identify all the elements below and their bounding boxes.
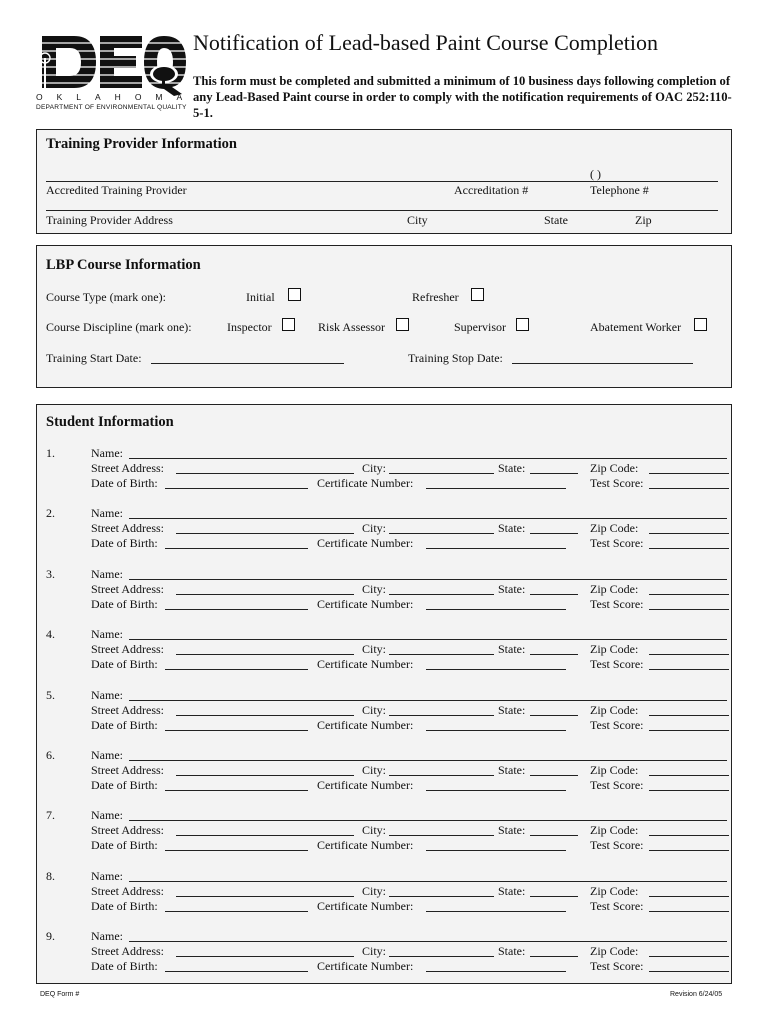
student-number: 5. [46, 687, 55, 702]
test-score-field[interactable] [649, 548, 729, 549]
student-info-section [36, 404, 732, 984]
certificate-number-field[interactable] [426, 609, 566, 610]
state-field[interactable] [530, 715, 578, 716]
test-score-field[interactable] [649, 790, 729, 791]
refresher-checkbox[interactable] [471, 288, 484, 301]
date-of-birth-field[interactable] [165, 850, 308, 851]
score-label: Test Score: [590, 838, 644, 853]
city-field[interactable] [389, 473, 494, 474]
city-field[interactable] [389, 775, 494, 776]
score-label: Test Score: [590, 657, 644, 672]
course-type-label: Course Type (mark one): [46, 290, 166, 304]
test-score-field[interactable] [649, 971, 729, 972]
form-number: DEQ Form # [40, 991, 80, 998]
date-of-birth-field[interactable] [165, 609, 308, 610]
student-number: 4. [46, 627, 55, 642]
zip-code-field[interactable] [649, 594, 729, 595]
state-label: State: [498, 642, 526, 657]
dob-label: Date of Birth: [91, 536, 158, 551]
zip-code-field[interactable] [649, 715, 729, 716]
street-address-field[interactable] [176, 896, 354, 897]
state-label: State: [498, 581, 526, 596]
city-field[interactable] [389, 594, 494, 595]
cert-label: Certificate Number: [317, 959, 414, 974]
training-stop-date-field[interactable] [512, 363, 693, 364]
street-label: Street Address: [91, 702, 164, 717]
city-label: City: [362, 883, 387, 898]
certificate-number-field[interactable] [426, 548, 566, 549]
state-field[interactable] [530, 533, 578, 534]
student-name-field[interactable] [129, 881, 727, 882]
cert-label: Certificate Number: [317, 838, 414, 853]
student-entry [37, 506, 731, 562]
state-label: State: [498, 521, 526, 536]
logo-department-name: DEPARTMENT OF ENVIRONMENTAL QUALITY [36, 104, 187, 111]
inspector-checkbox[interactable] [282, 318, 295, 331]
city-field[interactable] [389, 835, 494, 836]
cert-label: Certificate Number: [317, 476, 414, 490]
state-field[interactable] [530, 835, 578, 836]
score-label: Test Score: [590, 717, 644, 732]
date-of-birth-field[interactable] [165, 730, 308, 731]
certificate-number-field[interactable] [426, 488, 566, 489]
state-label: State: [498, 763, 526, 777]
student-number: 6. [46, 748, 55, 762]
certificate-number-field[interactable] [426, 911, 566, 912]
zip-label: Zip Code: [590, 521, 639, 536]
zip-label: Zip Code: [590, 763, 639, 777]
city-label: City: [362, 763, 387, 777]
score-label: Test Score: [590, 959, 644, 974]
date-of-birth-field[interactable] [165, 488, 308, 489]
student-name-field[interactable] [129, 518, 727, 519]
name-label: Name: [91, 506, 123, 521]
phone-area-code-paren: ( ) [590, 167, 601, 181]
date-of-birth-field[interactable] [165, 911, 308, 912]
training-stop-label: Training Stop Date: [408, 351, 503, 365]
student-name-field[interactable] [129, 941, 727, 942]
student-entry [37, 627, 731, 683]
risk-assessor-checkbox[interactable] [396, 318, 409, 331]
name-label: Name: [91, 627, 123, 642]
state-field[interactable] [530, 654, 578, 655]
street-address-field[interactable] [176, 473, 354, 474]
student-name-field[interactable] [129, 820, 727, 821]
dob-label: Date of Birth: [91, 838, 158, 853]
zip-code-field[interactable] [649, 956, 729, 957]
student-name-field[interactable] [129, 579, 727, 580]
abatement-worker-label: Abatement Worker [590, 320, 682, 334]
course-info-section [36, 245, 732, 388]
score-label: Test Score: [590, 778, 644, 792]
provider-city-label: City [407, 213, 428, 227]
street-address-field[interactable] [176, 835, 354, 836]
student-name-field[interactable] [129, 700, 727, 701]
test-score-field[interactable] [649, 488, 729, 489]
test-score-field[interactable] [649, 850, 729, 851]
dob-label: Date of Birth: [91, 596, 158, 611]
street-address-field[interactable] [176, 594, 354, 595]
student-entry [37, 446, 731, 502]
date-of-birth-field[interactable] [165, 669, 308, 670]
training-start-date-field[interactable] [151, 363, 344, 364]
dob-label: Date of Birth: [91, 717, 158, 732]
student-name-field[interactable] [129, 760, 727, 761]
city-field[interactable] [389, 956, 494, 957]
initial-checkbox[interactable] [288, 288, 301, 301]
certificate-number-field[interactable] [426, 669, 566, 670]
certificate-number-field[interactable] [426, 730, 566, 731]
date-of-birth-field[interactable] [165, 971, 308, 972]
initial-label: Initial [246, 290, 275, 304]
provider-line-1[interactable] [46, 181, 718, 182]
student-number: 3. [46, 566, 55, 581]
supervisor-label: Supervisor [454, 320, 506, 334]
student-number: 7. [46, 808, 55, 823]
zip-code-field[interactable] [649, 473, 729, 474]
city-field[interactable] [389, 533, 494, 534]
zip-label: Zip Code: [590, 581, 639, 596]
accredited-provider-label: Accredited Training Provider [46, 183, 187, 197]
telephone-label: Telephone # [590, 183, 649, 197]
dob-label: Date of Birth: [91, 657, 158, 672]
street-label: Street Address: [91, 763, 164, 777]
training-start-label: Training Start Date: [46, 351, 142, 365]
cert-label: Certificate Number: [317, 536, 414, 551]
zip-label: Zip Code: [590, 823, 639, 838]
street-label: Street Address: [91, 461, 164, 475]
student-number: 9. [46, 929, 55, 944]
zip-label: Zip Code: [590, 883, 639, 898]
street-label: Street Address: [91, 642, 164, 657]
provider-address-label: Training Provider Address [46, 213, 173, 227]
intro-text: This form must be completed and submitted a minimum of 10 business days following completion of any Lead-Based Paint course in order to comply with the notification requirements of OAC 252:110-5-1. [193, 74, 732, 120]
refresher-label: Refresher [412, 290, 459, 304]
street-address-field[interactable] [176, 533, 354, 534]
zip-code-field[interactable] [649, 835, 729, 836]
state-field[interactable] [530, 956, 578, 957]
page-title: Notification of Lead-based Paint Course Completion [193, 30, 658, 55]
street-address-field[interactable] [176, 654, 354, 655]
zip-code-field[interactable] [649, 533, 729, 534]
city-field[interactable] [389, 715, 494, 716]
street-label: Street Address: [91, 581, 164, 596]
certificate-number-field[interactable] [426, 971, 566, 972]
certificate-number-field[interactable] [426, 850, 566, 851]
state-field[interactable] [530, 896, 578, 897]
student-entry [37, 748, 731, 804]
cert-label: Certificate Number: [317, 657, 414, 672]
zip-label: Zip Code: [590, 461, 639, 475]
cert-label: Certificate Number: [317, 778, 414, 792]
name-label: Name: [91, 446, 123, 460]
date-of-birth-field[interactable] [165, 790, 308, 791]
dob-label: Date of Birth: [91, 959, 158, 974]
city-label: City: [362, 461, 387, 475]
city-field[interactable] [389, 654, 494, 655]
training-provider-section [36, 129, 732, 234]
student-number: 1. [46, 446, 55, 460]
test-score-field[interactable] [649, 911, 729, 912]
city-label: City: [362, 702, 387, 717]
supervisor-checkbox[interactable] [516, 318, 529, 331]
name-label: Name: [91, 808, 123, 823]
street-address-field[interactable] [176, 956, 354, 957]
score-label: Test Score: [590, 898, 644, 913]
date-of-birth-field[interactable] [165, 548, 308, 549]
zip-code-field[interactable] [649, 896, 729, 897]
zip-label: Zip Code: [590, 702, 639, 717]
cert-label: Certificate Number: [317, 596, 414, 611]
street-address-field[interactable] [176, 775, 354, 776]
student-entry [37, 929, 731, 985]
cert-label: Certificate Number: [317, 717, 414, 732]
revision-date: Revision 6/24/05 [670, 991, 723, 998]
certificate-number-field[interactable] [426, 790, 566, 791]
provider-line-2[interactable] [46, 210, 718, 211]
cert-label: Certificate Number: [317, 898, 414, 913]
city-label: City: [362, 944, 387, 959]
risk-assessor-label: Risk Assessor [318, 320, 386, 334]
score-label: Test Score: [590, 476, 644, 490]
name-label: Name: [91, 929, 123, 944]
logo-state-name: OKLAHOMA [36, 92, 197, 102]
student-name-field[interactable] [129, 458, 727, 459]
state-label: State: [498, 702, 526, 717]
test-score-field[interactable] [649, 669, 729, 670]
student-number: 8. [46, 868, 55, 883]
state-label: State: [498, 823, 526, 838]
abatement-worker-checkbox[interactable] [694, 318, 707, 331]
zip-label: Zip Code: [590, 642, 639, 657]
section-title: Student Information [46, 414, 174, 430]
name-label: Name: [91, 868, 123, 883]
zip-label: Zip Code: [590, 944, 639, 959]
zip-code-field[interactable] [649, 775, 729, 776]
zip-code-field[interactable] [649, 654, 729, 655]
city-field[interactable] [389, 896, 494, 897]
street-label: Street Address: [91, 944, 164, 959]
student-number: 2. [46, 506, 55, 521]
student-name-field[interactable] [129, 639, 727, 640]
student-entry [37, 869, 731, 925]
score-label: Test Score: [590, 536, 644, 551]
street-label: Street Address: [91, 823, 164, 838]
student-entry [37, 688, 731, 744]
student-entry [37, 808, 731, 864]
street-label: Street Address: [91, 521, 164, 536]
section-title: LBP Course Information [46, 257, 201, 273]
city-label: City: [362, 581, 387, 596]
state-label: State: [498, 461, 526, 475]
test-score-field[interactable] [649, 730, 729, 731]
student-entry [37, 567, 731, 623]
name-label: Name: [91, 687, 123, 702]
inspector-label: Inspector [227, 320, 272, 334]
city-label: City: [362, 521, 387, 536]
provider-state-label: State [544, 213, 568, 227]
city-label: City: [362, 823, 387, 838]
dob-label: Date of Birth: [91, 476, 158, 490]
state-field[interactable] [530, 473, 578, 474]
dob-label: Date of Birth: [91, 778, 158, 792]
state-label: State: [498, 944, 526, 959]
provider-zip-label: Zip [635, 213, 652, 227]
course-discipline-label: Course Discipline (mark one): [46, 320, 192, 334]
dob-label: Date of Birth: [91, 898, 158, 913]
score-label: Test Score: [590, 596, 644, 611]
test-score-field[interactable] [649, 609, 729, 610]
section-title: Training Provider Information [46, 136, 237, 152]
accreditation-number-label: Accreditation # [454, 183, 529, 197]
name-label: Name: [91, 566, 123, 581]
state-field[interactable] [530, 775, 578, 776]
street-label: Street Address: [91, 883, 164, 898]
city-label: City: [362, 642, 387, 657]
state-field[interactable] [530, 594, 578, 595]
street-address-field[interactable] [176, 715, 354, 716]
name-label: Name: [91, 748, 123, 762]
state-label: State: [498, 883, 526, 898]
